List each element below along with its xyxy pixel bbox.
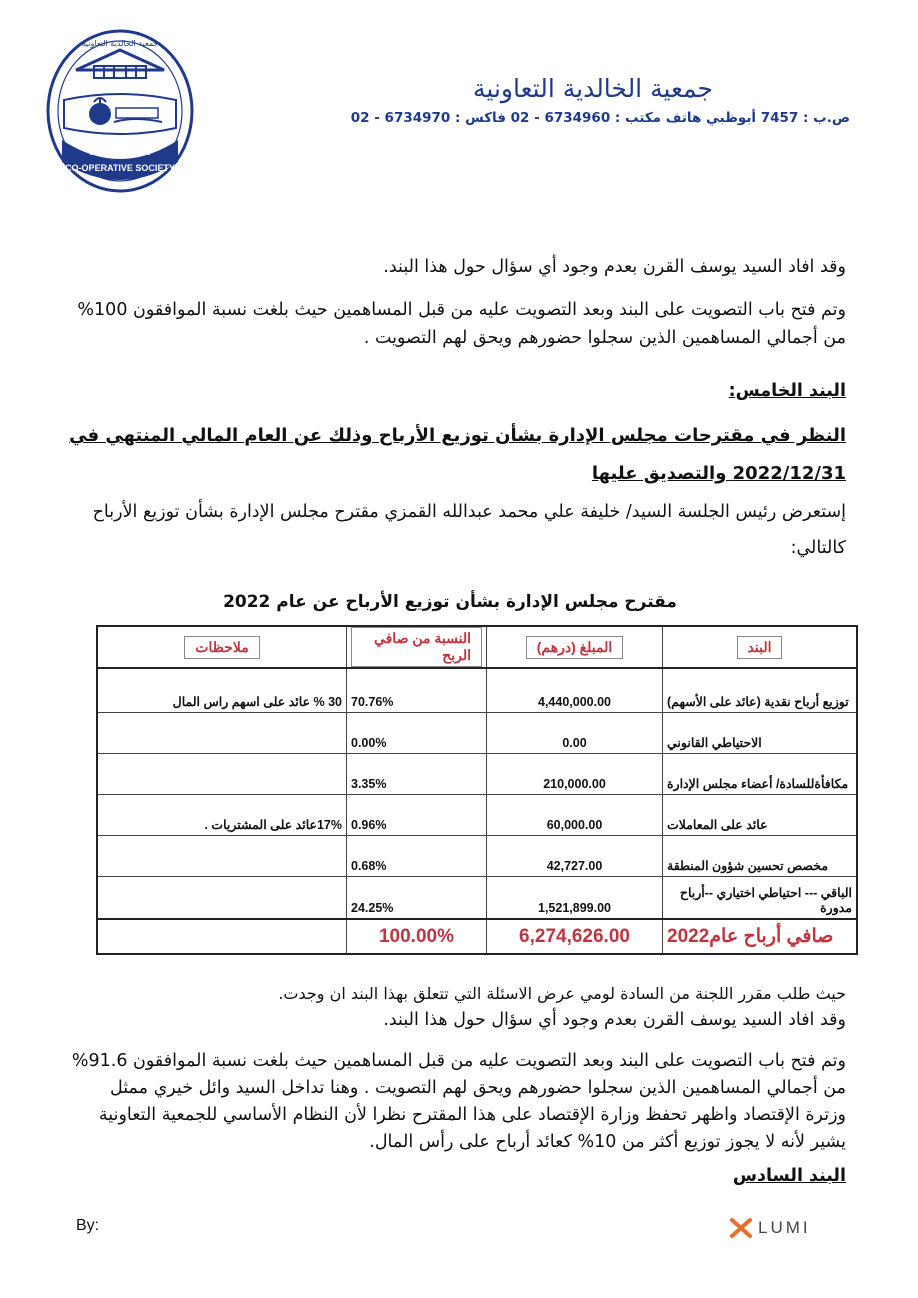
paragraph-no-questions-2: وقد افاد السيد يوسف القرن بعدم وجود أي سؤال حول هذا البند. xyxy=(383,1010,846,1030)
logo-text-en-1: KHALIDIYAH xyxy=(89,147,151,158)
cell-ratio: 0.68% xyxy=(346,836,486,876)
cell-item: الباقي --- احتياطي اختياري --أرباح مدورة xyxy=(662,877,856,918)
item5-title: البند الخامس: xyxy=(728,381,846,401)
header-amount: المبلغ (درهم) xyxy=(486,627,662,667)
cell-amount: 0.00 xyxy=(486,713,662,753)
cell-notes: 17%عائد على المشتريات . xyxy=(204,818,342,832)
header-ratio: النسبة من صافي الربح xyxy=(346,627,486,667)
cell-amount: 60,000.00 xyxy=(486,795,662,835)
cell-ratio: 3.35% xyxy=(346,754,486,794)
cell-amount: 1,521,899.00 xyxy=(486,877,662,918)
table-row xyxy=(98,713,856,754)
profit-distribution-table xyxy=(96,625,858,955)
cell-amount: 210,000.00 xyxy=(486,754,662,794)
logo-text-ar: جمعية الخالدية التعاونية xyxy=(81,39,159,48)
table-row xyxy=(98,877,856,918)
total-ratio: 100.00% xyxy=(346,920,486,953)
cell-notes xyxy=(98,877,346,918)
item5-intro: إستعرض رئيس الجلسة السيد/ خليفة علي محمد عبدالله القمزي مقترح مجلس الإدارة بشأن توزيع الأرباح كالتالي: xyxy=(92,502,846,558)
khalidiyah-logo xyxy=(44,28,196,194)
table-row xyxy=(98,669,856,713)
cell-notes xyxy=(98,836,346,876)
header-notes: ملاحظات xyxy=(98,627,346,667)
item5-subject: النظر في مقترحات مجلس الإدارة بشأن توزيع الأرباح وذلك عن العام المالي المنتهي في 2022/12/31 والتصديق عليها xyxy=(69,425,846,484)
table-title: مقترح مجلس الإدارة بشأن توزيع الأرباح عن عام 2022 xyxy=(223,592,677,612)
cell-amount: 42,727.00 xyxy=(486,836,662,876)
by-label: By: xyxy=(76,1217,100,1234)
cell-item: توزيع أرباح نقدية (عائد على الأسهم) xyxy=(662,669,856,712)
cell-item: الاحتياطي القانوني xyxy=(662,713,856,753)
cell-ratio: 0.00% xyxy=(346,713,486,753)
paragraph-no-questions: وقد افاد السيد يوسف القرن بعدم وجود أي سؤال حول هذا البند. xyxy=(383,257,846,277)
cell-item: مكافأةللسادة/ أعضاء مجلس الإدارة xyxy=(662,754,856,794)
lumi-brand xyxy=(730,1218,811,1238)
table-row xyxy=(98,795,856,836)
table-header-row xyxy=(98,627,856,669)
header-item: البند xyxy=(662,627,856,667)
paragraph-questions-request: حيث طلب مقرر اللجنة من السادة لومي عرض الاسئلة التي تتعلق بهذا البند ان وجدت. xyxy=(278,984,846,1003)
org-contact: ص.ب : 7457 أبوظبي هاتف مكتب : 6734960 - 02 فاكس : 6734970 - 02 xyxy=(350,110,850,126)
total-notes xyxy=(98,920,346,953)
cell-item: مخصص تحسين شؤون المنطقة xyxy=(662,836,856,876)
cell-notes xyxy=(98,754,346,794)
lumi-text: LUMI xyxy=(758,1218,811,1237)
paragraph-vote-objection: وتم فتح باب التصويت على البند وبعد التصويت عليه من قبل المساهمين حيث بلغت نسبة الموافقون 91.6% من أجمالي المساهمين الذين سجلوا حضورهم ويحق لهم التصويت . وهنا تداخل السيد وائل خيري ممثل وزترة الإقتصاد واظهر تحفظ وزارة الإقتصاد على هذا المقترح نظرا لأن النظام الأساسي للجمعية التعاونية يشير لأنه لا يجوز توزيع أكثر من 10% كعائد أرباح على رأس المال. xyxy=(71,1051,846,1152)
cell-ratio: 0.96% xyxy=(346,795,486,835)
org-name: جمعية الخالدية التعاونية xyxy=(473,74,713,103)
cell-ratio: 24.25% xyxy=(346,877,486,918)
table-row xyxy=(98,754,856,795)
paragraph-vote-result: وتم فتح باب التصويت على البند وبعد التصويت عليه من قبل المساهمين حيث بلغت نسبة الموافقون 100% من أجمالي المساهمين الذين سجلوا حضورهم ويحق لهم التصويت . xyxy=(77,300,846,348)
cell-ratio: 70.76% xyxy=(346,669,486,712)
cell-item: عائد على المعاملات xyxy=(662,795,856,835)
lumi-x-icon xyxy=(730,1218,752,1238)
cell-notes xyxy=(98,713,346,753)
cell-notes: 30 % عائد على اسهم راس المال xyxy=(172,695,342,709)
table-total-row xyxy=(98,918,856,953)
item6-title: البند السادس xyxy=(732,1166,846,1186)
logo-text-en-2: CO-OPERATIVE SOCIETY xyxy=(65,163,175,173)
cell-amount: 4,440,000.00 xyxy=(486,669,662,712)
table-row xyxy=(98,836,856,877)
total-amount: 6,274,626.00 xyxy=(486,920,662,953)
total-item: صافي أرباح عام2022 xyxy=(662,920,856,953)
